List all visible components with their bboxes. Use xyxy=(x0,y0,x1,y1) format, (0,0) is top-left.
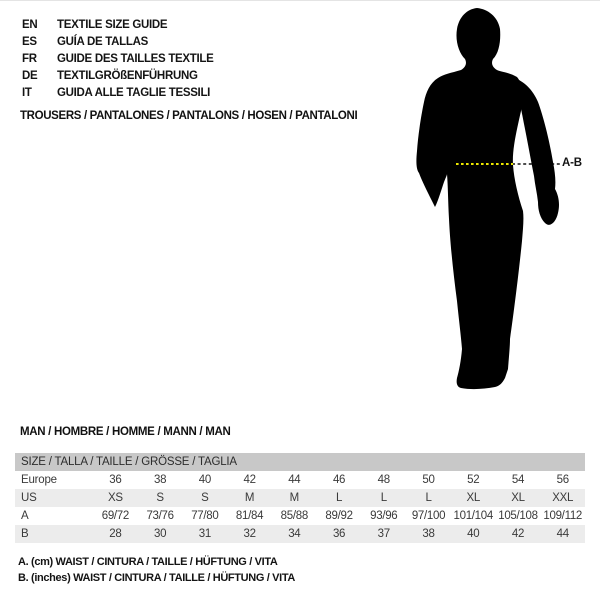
table-row-a-cm xyxy=(15,507,585,525)
table-cell: 73/76 xyxy=(146,510,174,522)
table-cell: 40 xyxy=(198,474,211,486)
footnote-b: B. (inches) WAIST / CINTURA / TAILLE / HÜFTUNG / VITA xyxy=(18,571,296,584)
table-cell: 89/92 xyxy=(325,510,353,522)
table-cell: 40 xyxy=(467,528,480,540)
table-cell: 93/96 xyxy=(370,510,398,522)
size-table xyxy=(15,453,585,543)
table-cell: 30 xyxy=(154,528,167,540)
lang-title: GUIDA ALLE TAGLIE TESSILI xyxy=(57,86,211,99)
table-cell: 36 xyxy=(332,528,346,540)
lang-code: DE xyxy=(22,69,38,82)
table-cell: 42 xyxy=(243,474,256,486)
lang-title: TEXTILE SIZE GUIDE xyxy=(57,18,168,31)
table-cell: 81/84 xyxy=(235,510,264,522)
table-cell: 101/104 xyxy=(453,510,493,522)
lang-row-fr xyxy=(22,50,214,67)
lang-title: GUIDE DES TAILLES TEXTILE xyxy=(57,52,214,65)
table-cell: 44 xyxy=(288,474,301,486)
table-cell: 31 xyxy=(198,528,211,540)
table-row-us xyxy=(15,489,585,507)
table-cell: 109/112 xyxy=(543,510,583,522)
table-cell: M xyxy=(244,492,255,504)
table-cell: 42 xyxy=(511,528,525,540)
table-row-europe xyxy=(15,471,585,489)
lang-title: TEXTILGRÖßENFÜHRUNG xyxy=(57,69,198,82)
lang-row-it xyxy=(22,84,214,101)
row-label: US xyxy=(21,492,37,504)
table-cell: 38 xyxy=(422,528,435,540)
lang-row-de xyxy=(22,67,214,84)
lang-code: IT xyxy=(22,86,32,99)
table-cell: L xyxy=(380,492,387,504)
table-cell: XXL xyxy=(552,492,574,504)
table-cell: S xyxy=(201,492,209,504)
table-cell: 34 xyxy=(288,528,301,540)
table-header: SIZE / TALLA / TAILLE / GRÖSSE / TAGLIA xyxy=(15,453,585,471)
lang-code: FR xyxy=(22,52,37,65)
table-cell: 69/72 xyxy=(101,510,129,522)
table-cell: 52 xyxy=(467,474,480,486)
table-cell: L xyxy=(335,492,343,504)
man-body-shape xyxy=(416,8,523,389)
table-cell: 48 xyxy=(377,474,390,486)
table-cell: 105/108 xyxy=(498,510,538,522)
row-label: Europe xyxy=(21,474,57,486)
ab-measure-label: A-B xyxy=(562,157,582,169)
table-cell: 85/88 xyxy=(280,510,308,522)
table-cell: 28 xyxy=(109,528,122,540)
table-cell: 37 xyxy=(377,528,390,540)
table-cell: L xyxy=(425,492,432,504)
lang-code: EN xyxy=(22,18,38,31)
garment-type-line: TROUSERS / PANTALONES / PANTALONS / HOSEN / PANTALONI xyxy=(20,110,358,122)
table-cell: 44 xyxy=(556,528,569,540)
man-silhouette-figure xyxy=(405,1,580,401)
man-silhouette-svg xyxy=(405,1,580,401)
row-label: B xyxy=(21,528,29,540)
table-row-b-inches xyxy=(15,525,585,543)
table-cell: 54 xyxy=(511,474,525,486)
table-cell: XL xyxy=(511,492,525,504)
table-cell: M xyxy=(289,492,299,504)
table-cell: 56 xyxy=(556,474,569,486)
footnotes xyxy=(18,556,295,587)
table-cell: XL xyxy=(466,492,480,504)
row-label: A xyxy=(21,510,29,522)
lang-row-en xyxy=(22,16,214,33)
table-cell: XS xyxy=(107,492,123,504)
language-list xyxy=(22,16,214,101)
lang-code: ES xyxy=(22,35,37,48)
table-cell: 50 xyxy=(422,474,435,486)
table-cell: 38 xyxy=(154,474,167,486)
table-cell: 97/100 xyxy=(411,510,446,522)
section-title-man: MAN / HOMBRE / HOMME / MANN / MAN xyxy=(20,426,231,438)
table-cell: 36 xyxy=(109,474,122,486)
table-cell: 77/80 xyxy=(191,510,219,522)
lang-row-es xyxy=(22,33,214,50)
table-cell: 46 xyxy=(332,474,346,486)
table-cell: 32 xyxy=(243,528,256,540)
lang-title: GUÍA DE TALLAS xyxy=(57,35,148,48)
footnote-a: A. (cm) WAIST / CINTURA / TAILLE / HÜFTUNG / VITA xyxy=(18,556,278,568)
table-cell: S xyxy=(156,492,164,504)
